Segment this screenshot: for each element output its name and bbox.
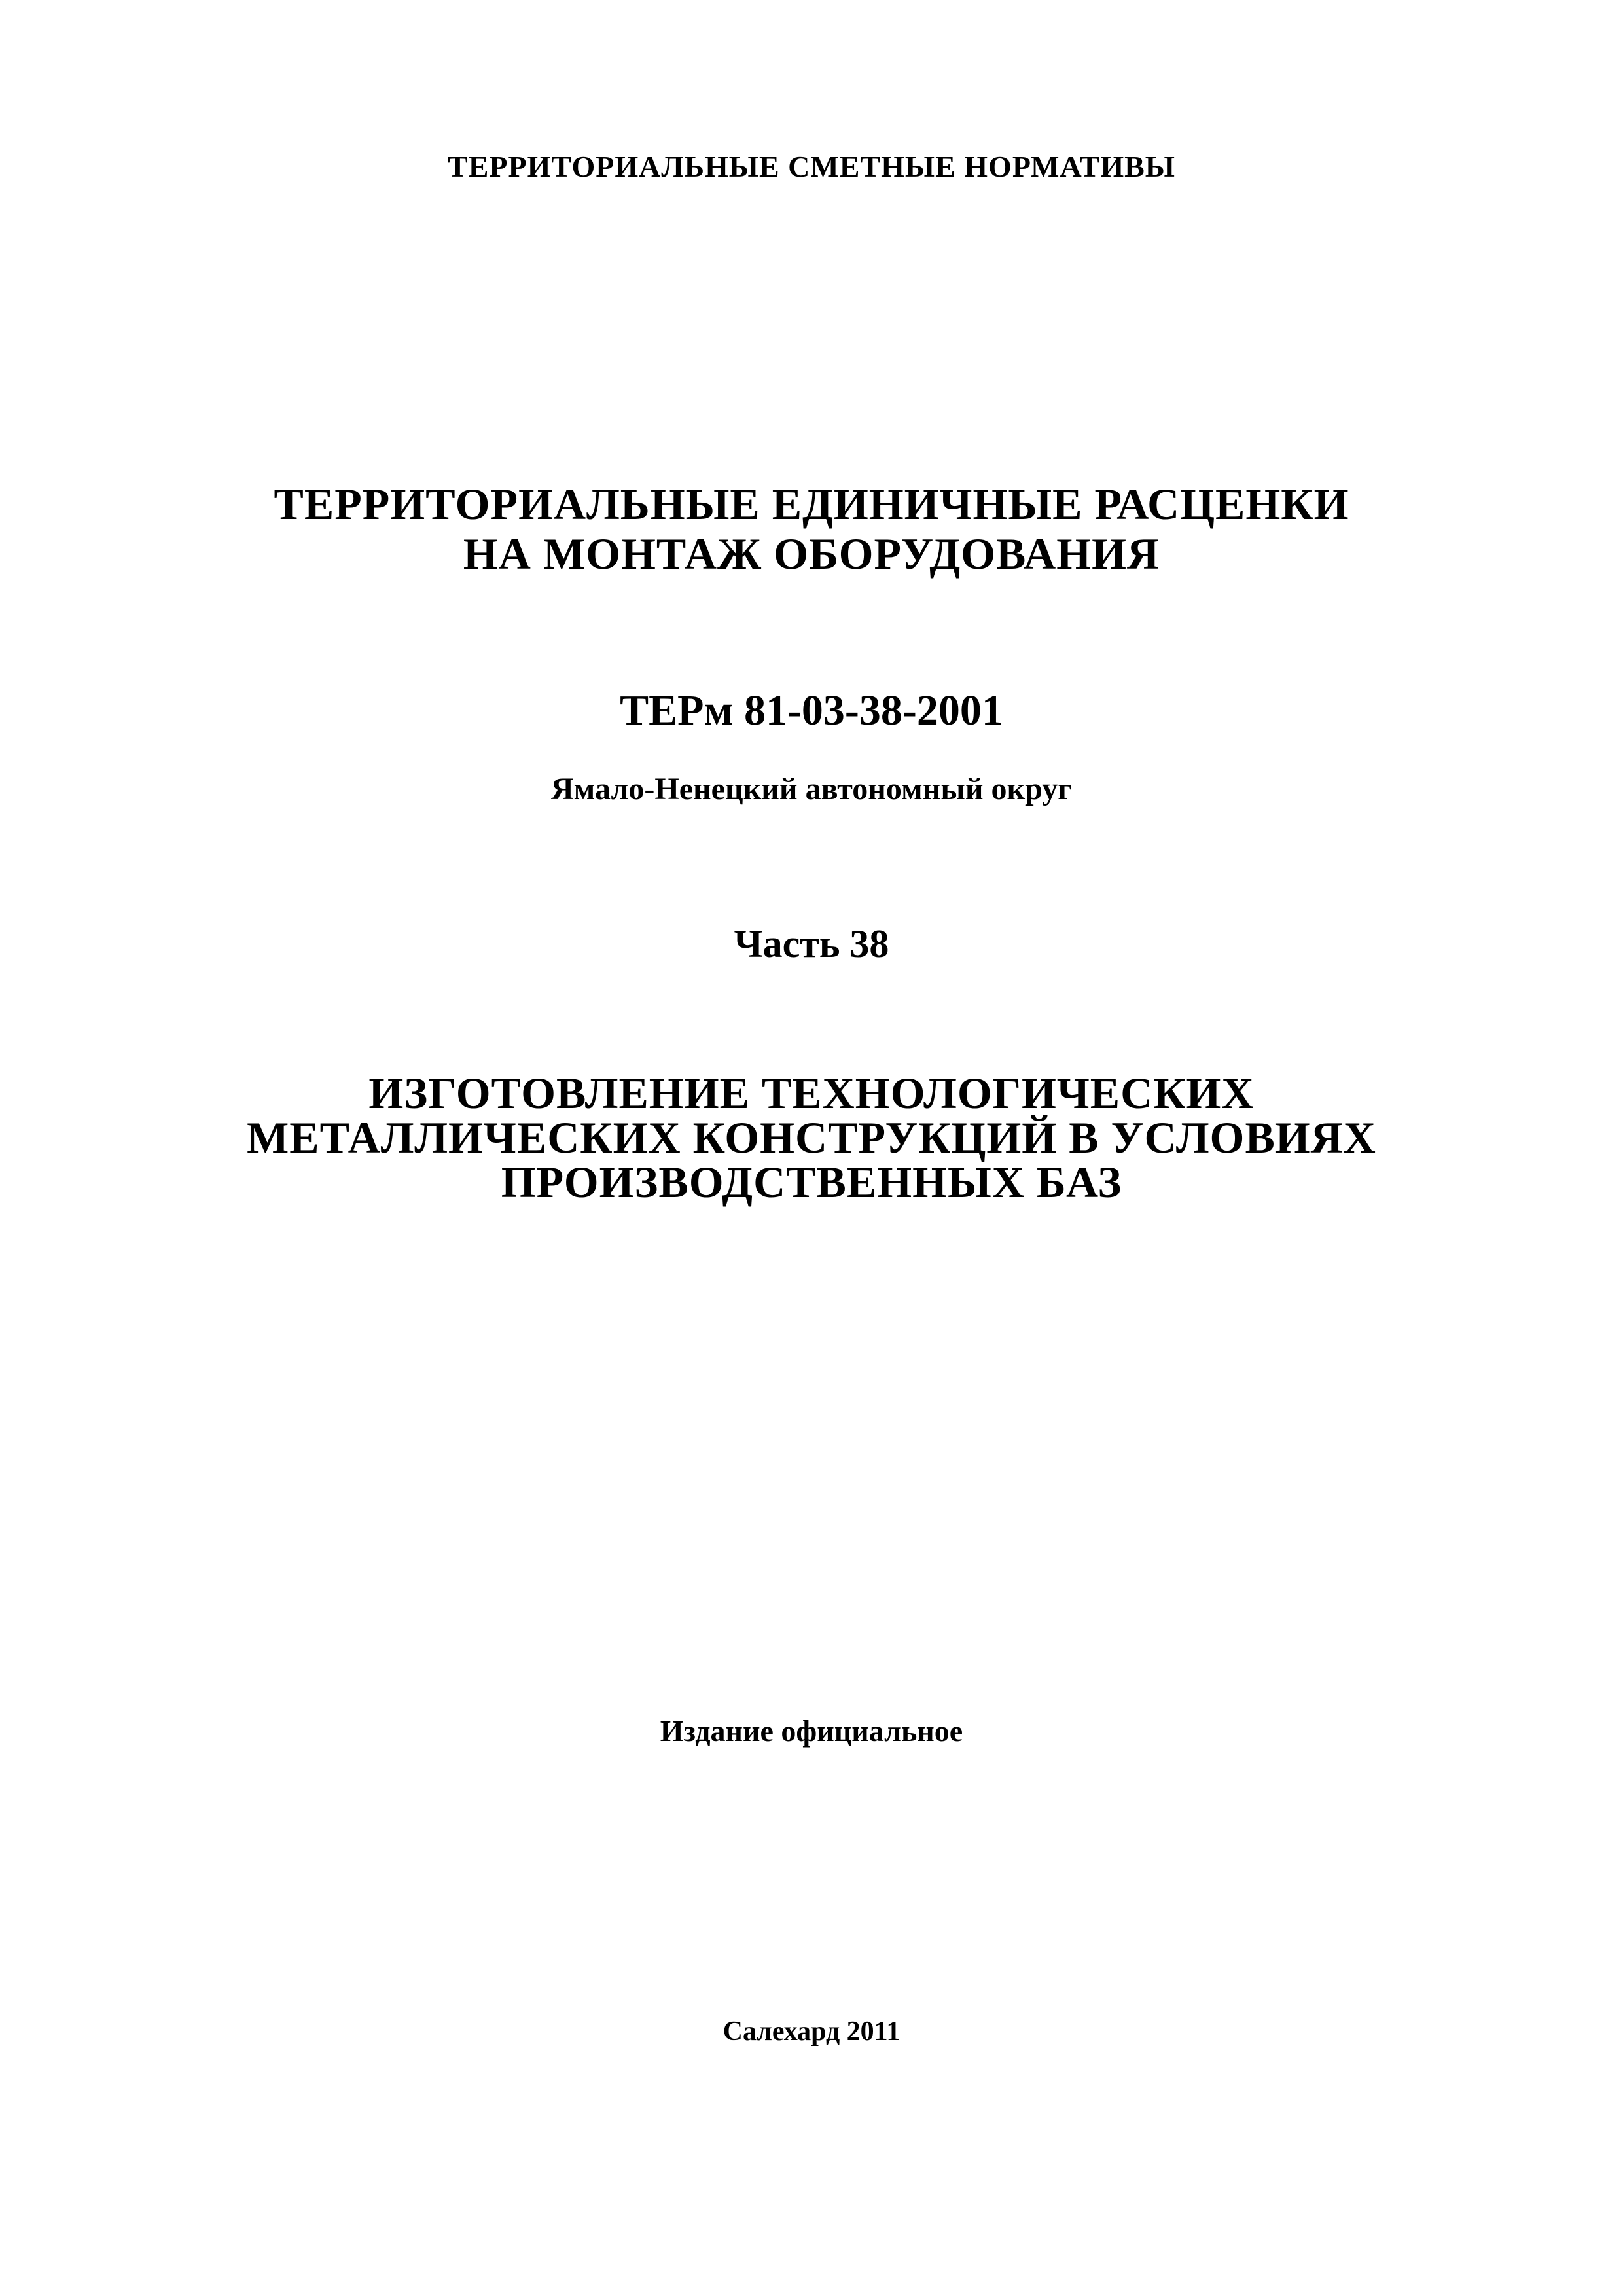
series-heading: ТЕРРИТОРИАЛЬНЫЕ СМЕТНЫЕ НОРМАТИВЫ bbox=[448, 150, 1175, 183]
subject-line-3: ПРОИЗВОДСТВЕННЫХ БАЗ bbox=[501, 1157, 1122, 1207]
document-title bbox=[0, 479, 1623, 579]
title-line-2: НА МОНТАЖ ОБОРУДОВАНИЯ bbox=[463, 529, 1160, 579]
edition-note: Издание официальное bbox=[660, 1714, 963, 1748]
subject-line-2: МЕТАЛЛИЧЕСКИХ КОНСТРУКЦИЙ В УСЛОВИЯХ bbox=[247, 1113, 1376, 1162]
part-subject bbox=[0, 1068, 1623, 1207]
subject-line-1: ИЗГОТОВЛЕНИЕ ТЕХНОЛОГИЧЕСКИХ bbox=[368, 1068, 1255, 1118]
document-code: ТЕРм 81-03-38-2001 bbox=[620, 687, 1003, 734]
part-number: Часть 38 bbox=[734, 922, 889, 965]
title-line-1: ТЕРРИТОРИАЛЬНЫЕ ЕДИНИЧНЫЕ РАСЦЕНКИ bbox=[274, 479, 1349, 529]
region-name: Ямало-Ненецкий автономный округ bbox=[550, 772, 1072, 806]
place-and-year: Салехард 2011 bbox=[722, 2017, 901, 2047]
